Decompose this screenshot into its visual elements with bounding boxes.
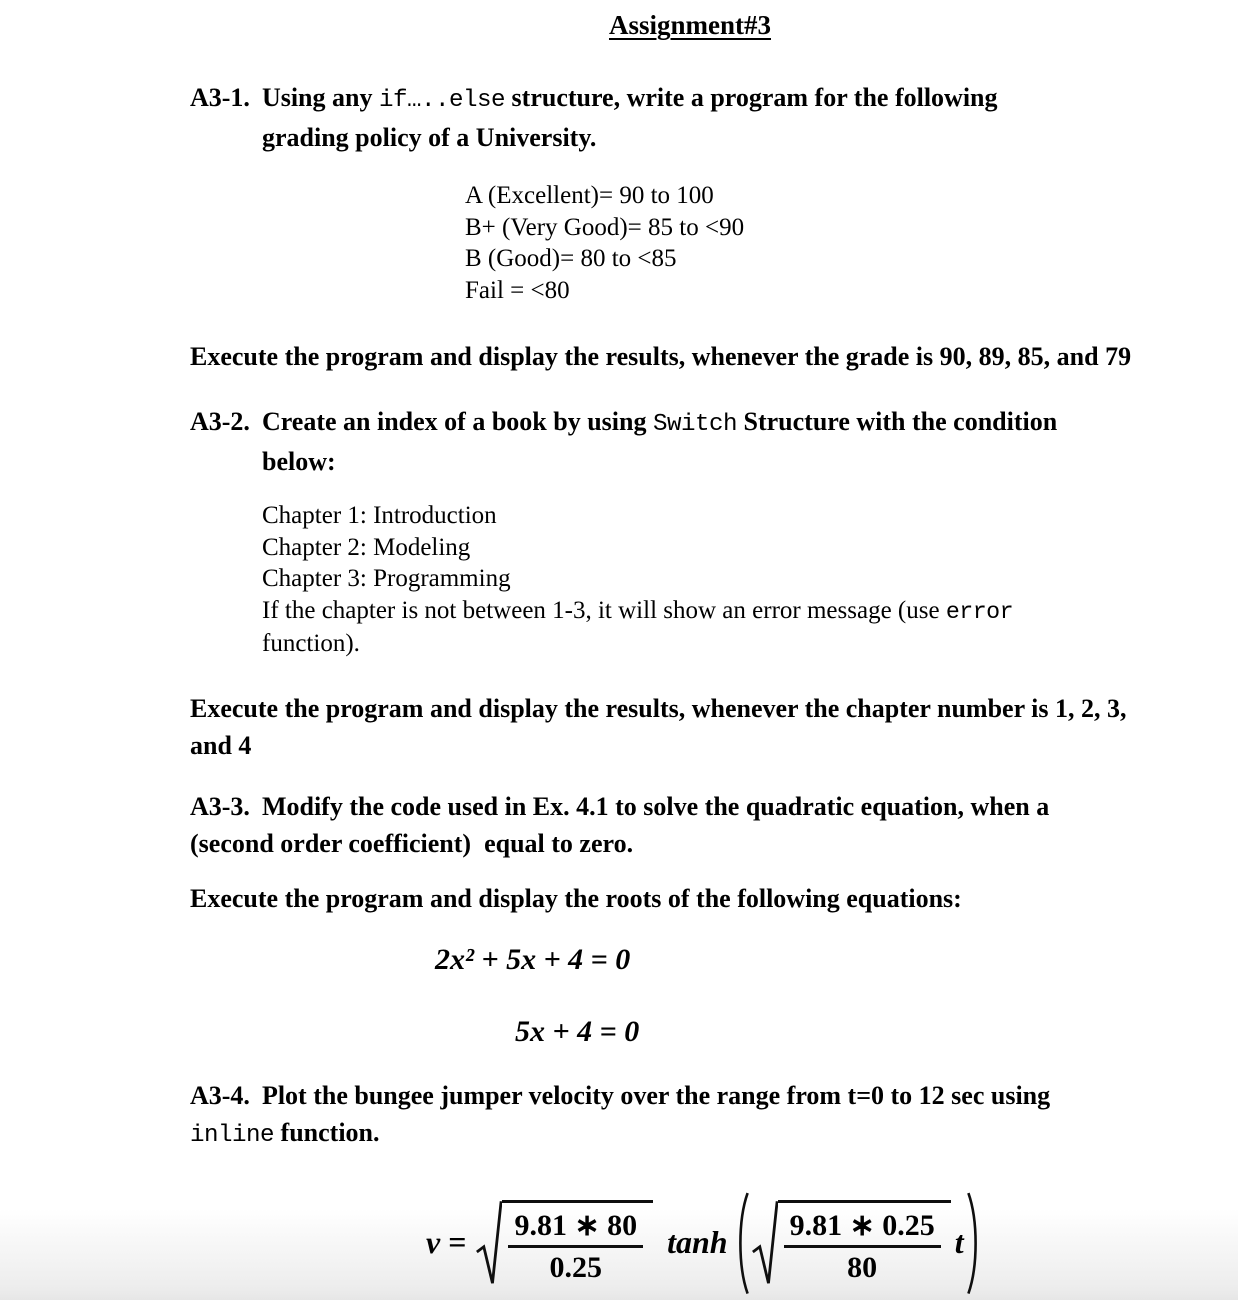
chapter-item-2: Chapter 2: Modeling xyxy=(262,533,471,561)
inline-code: inline xyxy=(190,1121,275,1149)
execute-note-a3-3-text: Execute the program and display the roots of the following equations: xyxy=(190,883,962,913)
execute-note-a3-1-text: Execute the program and display the results, whenever the grade is 90, 89, 85, and 79 xyxy=(190,342,1132,371)
problem-a3-2-label: A3-2. xyxy=(190,407,250,436)
outer-fraction-numerator: 9.81 ∗ 80 xyxy=(514,1208,638,1242)
problem-a3-4-label: A3-4. xyxy=(190,1080,250,1110)
problem-a3-2-text-after: Structure with the condition xyxy=(737,407,1058,436)
execute-note-a3-2-line1: Execute the program and display the results, whenever the chapter number is 1, 2, 3, xyxy=(190,693,1127,723)
problem-a3-2-line2: below: xyxy=(262,447,336,476)
chapter-item-1: Chapter 1: Introduction xyxy=(262,502,497,529)
outer-square-root xyxy=(476,1200,653,1287)
problem-a3-2-line1 xyxy=(190,403,1190,443)
outer-fraction xyxy=(508,1209,643,1284)
inner-radicand xyxy=(778,1200,951,1287)
problem-a3-1-text-after: structure, write a program for the following xyxy=(505,83,998,112)
grading-item-fail: Fail = <80 xyxy=(465,276,570,304)
problem-a3-3-line2: (second order coefficient) equal to zero. xyxy=(190,828,634,858)
error-code: error xyxy=(945,598,1014,625)
problem-a3-1-label: A3-1. xyxy=(190,83,250,112)
radical-sign xyxy=(752,1200,778,1287)
radical-sign xyxy=(476,1200,502,1287)
chapter-item-3: Chapter 3: Programming xyxy=(262,565,511,592)
problem-a3-4 xyxy=(190,1077,1190,1154)
bungee-velocity-formula xyxy=(422,1200,982,1287)
problem-a3-2-text-before: Create an index of a book by using xyxy=(261,407,653,436)
formula-equals-sign: = xyxy=(448,1224,467,1261)
grading-item-a: A (Excellent)= 90 to 100 xyxy=(465,182,714,209)
error-condition-line2: function). xyxy=(262,630,360,657)
inner-square-root xyxy=(752,1200,951,1287)
problem-a3-3-label: A3-3. xyxy=(190,791,250,821)
problem-a3-3-line1 xyxy=(190,788,1190,825)
execute-note-a3-1 xyxy=(190,338,1190,375)
error-condition-line1 xyxy=(262,595,1190,629)
problem-a3-2 xyxy=(190,403,1190,480)
time-variable: t xyxy=(954,1224,964,1261)
problem-a3-4-text-after: function. xyxy=(274,1117,380,1147)
linear-equation: 5x + 4 = 0 xyxy=(515,1014,640,1048)
assignment-title: Assignment#3 xyxy=(608,10,771,40)
switch-code: Switch xyxy=(652,411,738,438)
execute-note-a3-2-line2: and 4 xyxy=(190,730,252,760)
quadratic-equation: 2x² + 5x + 4 = 0 xyxy=(435,942,631,976)
left-parenthesis xyxy=(734,1191,750,1296)
inner-fraction xyxy=(784,1209,941,1284)
grading-item-b-plus: B+ (Very Good)= 85 to <90 xyxy=(465,213,745,241)
problem-a3-1-text-before: Using any xyxy=(261,83,379,112)
problem-a3-3 xyxy=(190,788,1190,862)
outer-fraction-denominator: 0.25 xyxy=(508,1245,643,1284)
right-parenthesis xyxy=(966,1191,982,1296)
outer-radicand xyxy=(502,1200,653,1287)
execute-note-a3-3 xyxy=(190,880,1190,917)
inner-fraction-numerator: 9.81 ∗ 0.25 xyxy=(789,1208,935,1242)
problem-a3-1-line2: grading policy of a University. xyxy=(262,123,597,152)
if-else-code: if…..else xyxy=(378,87,506,114)
problem-a3-4-text: Plot the bungee jumper velocity over the range from t=0 to 12 sec using xyxy=(261,1080,1051,1110)
tanh-function: tanh xyxy=(667,1224,728,1261)
chapter-list xyxy=(262,500,1190,660)
problem-a3-4-line2 xyxy=(190,1114,1190,1154)
grading-policy-list xyxy=(465,180,1190,306)
problem-a3-3-text: Modify the code used in Ex. 4.1 to solve the quadratic equation, when a xyxy=(261,791,1050,821)
error-condition-text: If the chapter is not between 1-3, it will show an error message (use xyxy=(262,596,946,624)
grading-item-b: B (Good)= 80 to <85 xyxy=(465,245,677,272)
inner-fraction-denominator: 80 xyxy=(784,1245,941,1284)
problem-a3-1 xyxy=(190,79,1190,156)
problem-a3-4-line1 xyxy=(190,1077,1190,1114)
document-content xyxy=(190,0,1190,1286)
formula-lhs-variable: v xyxy=(426,1224,441,1261)
execute-note-a3-2 xyxy=(190,690,1190,764)
problem-a3-1-line1 xyxy=(190,79,1190,119)
